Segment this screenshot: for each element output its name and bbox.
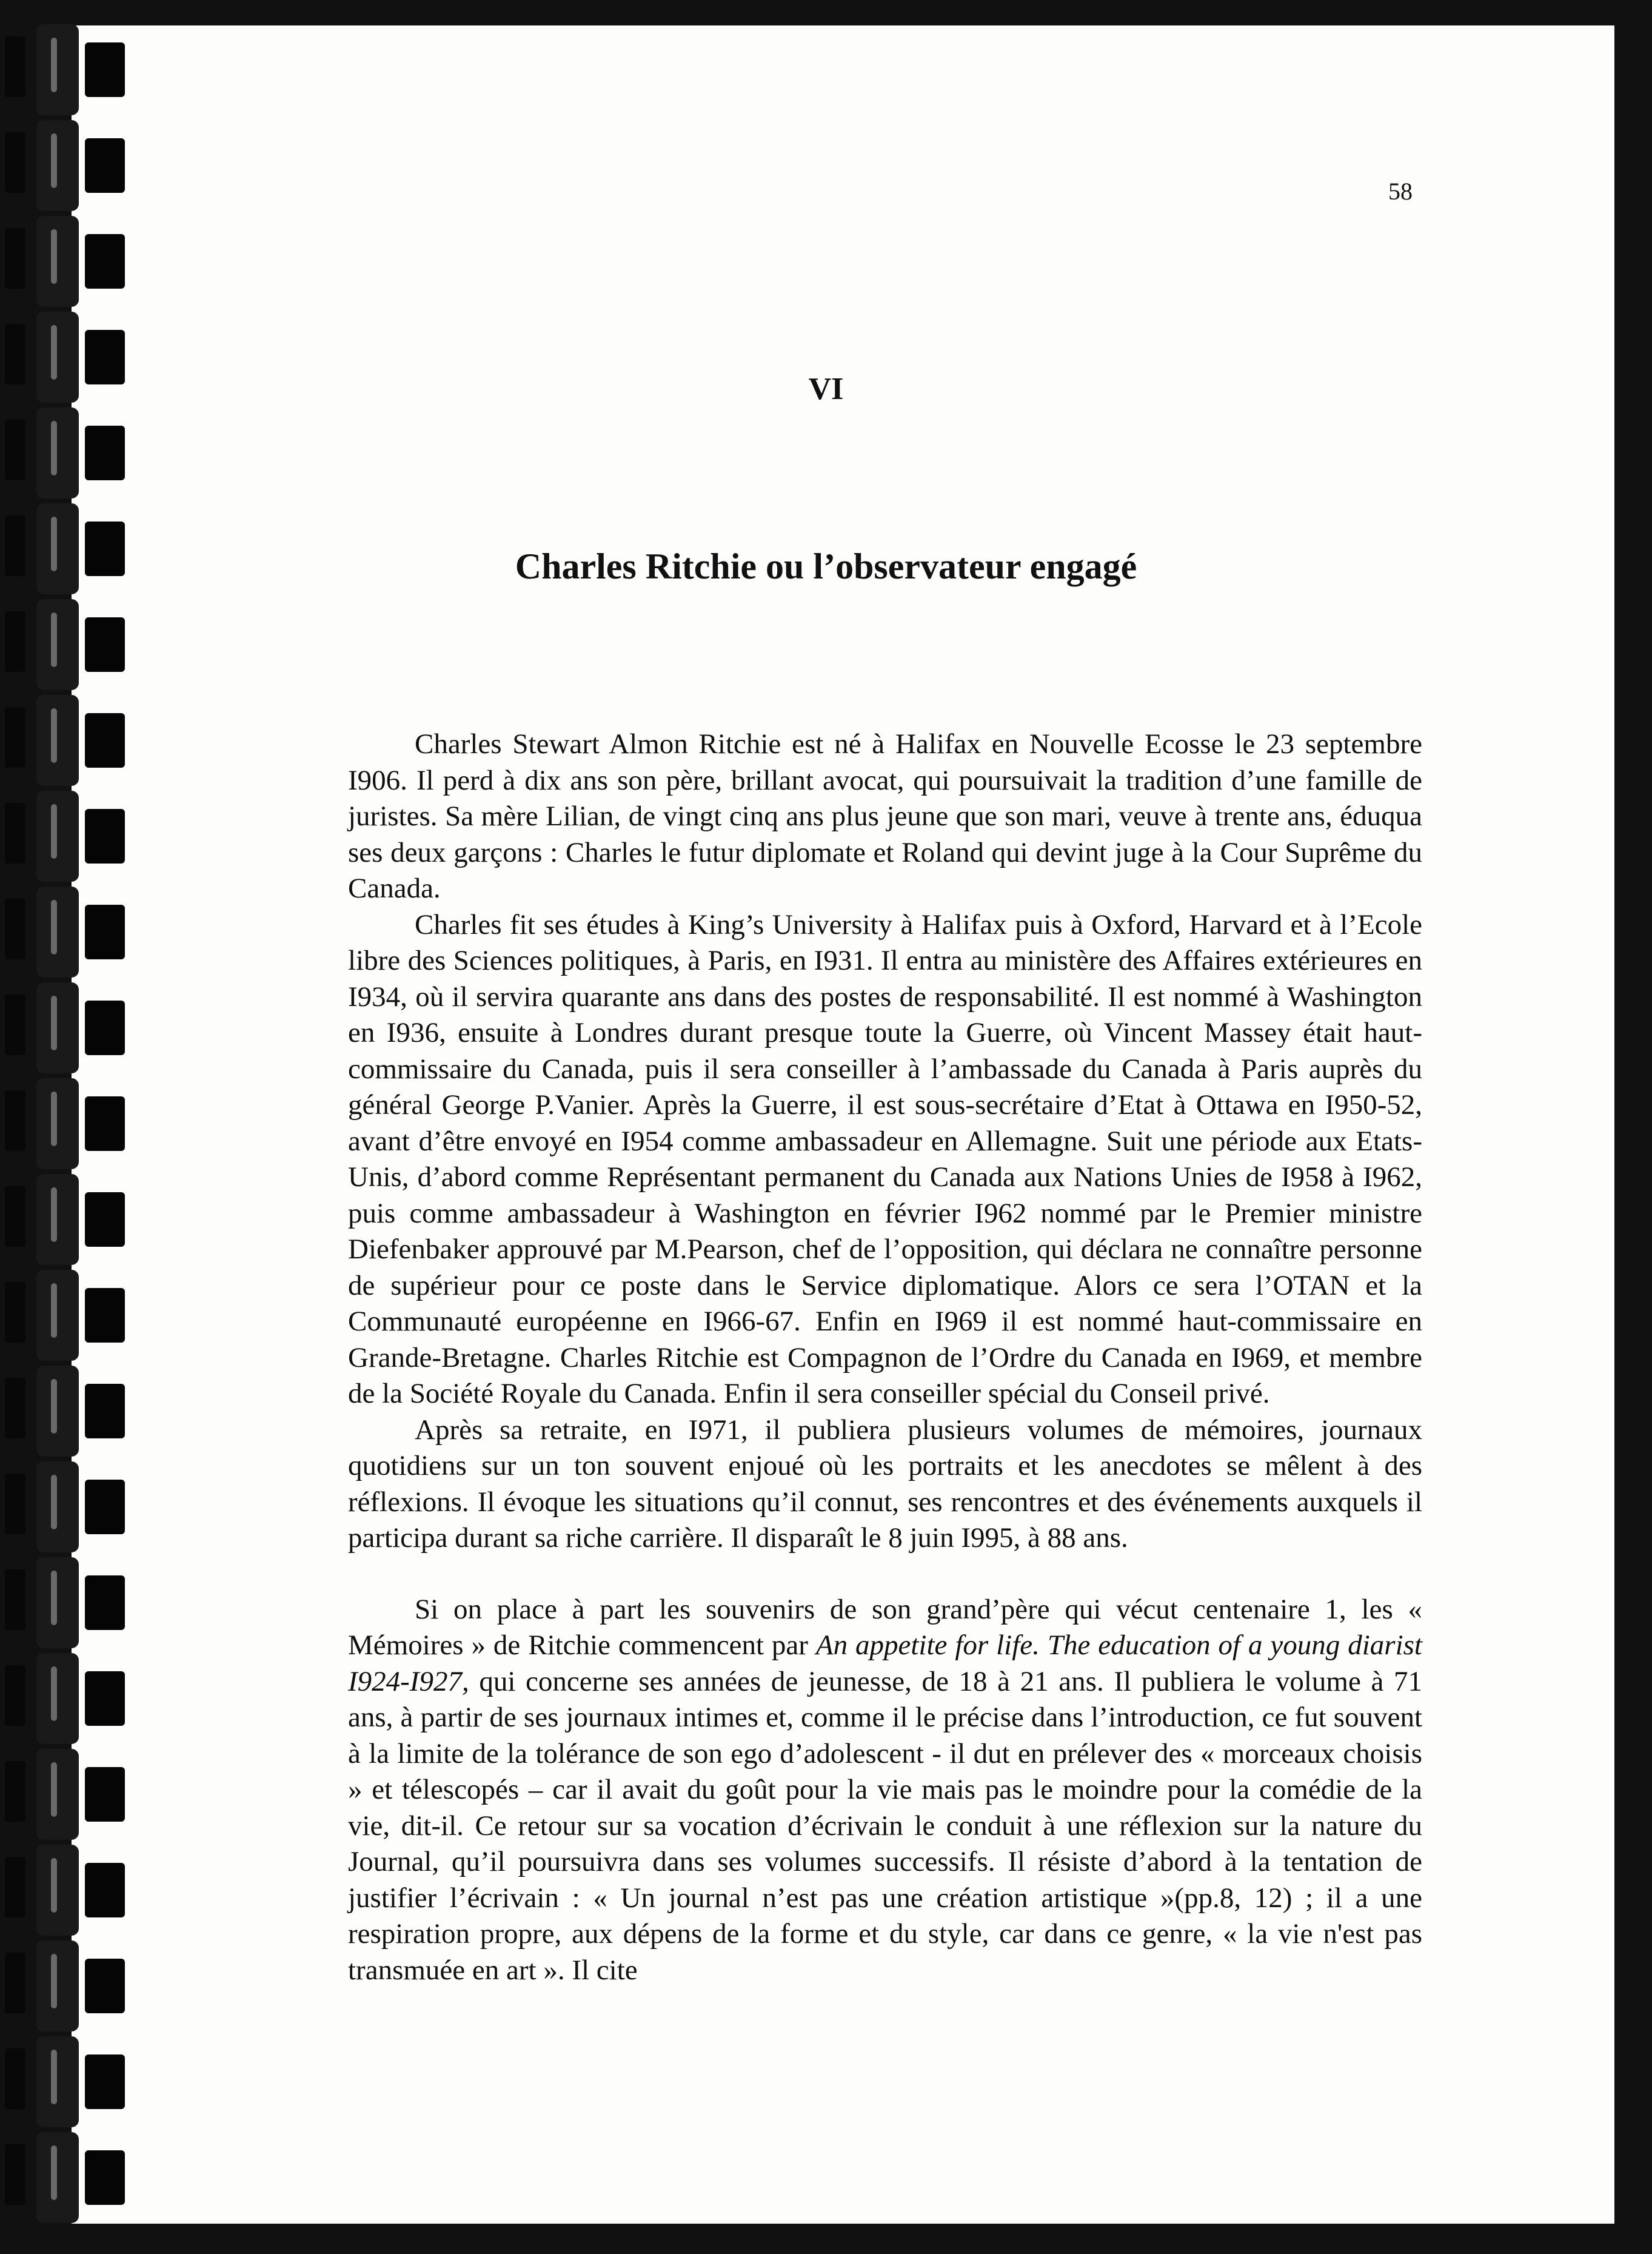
- binding-coil: [0, 408, 130, 486]
- paragraph-4-part-1: Si on place à part les souvenirs de son grand’père qui vécut centenaire 1, les « Mémoires » de Ritchie commencent par: [348, 1593, 1422, 1661]
- binding-coil: [0, 1461, 130, 1540]
- binding-coil: [0, 982, 130, 1061]
- binding-coil: [0, 695, 130, 774]
- chapter-number: VI: [808, 372, 844, 406]
- binding-coil: [0, 1174, 130, 1253]
- chapter-title: Charles Ritchie ou l’observateur engagé: [515, 546, 1137, 586]
- binding-coil: [0, 1749, 130, 1828]
- binding-coil: [0, 216, 130, 295]
- binding-coil: [0, 1653, 130, 1732]
- binding-coil: [0, 1270, 130, 1349]
- binding-coil: [0, 1078, 130, 1157]
- binding-coil: [0, 24, 130, 103]
- binding-coil: [0, 2036, 130, 2115]
- paragraph-3: Après sa retraite, en I971, il publiera plusieurs volumes de mémoires, journaux quotidiens sur un ton souvent enjoué où les portraits et les anecdotes se mêlent à des réflexions. Il évoque les situations qu’il connut, ses rencontres et des événements auxquels il participa durant sa riche carrière. Il disparaît le 8 juin I995, à 88 ans.: [348, 1414, 1422, 1554]
- binding-coil: [0, 599, 130, 678]
- binding-coil: [0, 1557, 130, 1636]
- binding-coil: [0, 1845, 130, 1924]
- binding-coil: [0, 120, 130, 199]
- spiral-binding: [0, 0, 139, 2254]
- binding-coil: [0, 1940, 130, 2019]
- binding-coil: [0, 887, 130, 965]
- paragraph-4-part-2: qui concerne ses années de jeunesse, de 18 à 21 ans. Il publiera le volume à 71 ans, à partir de ses journaux intimes et, comme il le précise dans l’introduction, ce fut souvent à la limite de la tolérance de son ego d’adolescent - il dut en prélever des « morceaux choisis » et télescopés – car il avait du goût pour la vie mais pas le moindre pour la comédie de la vie, dit-il. Ce retour sur sa vocation d’écrivain le conduit à une réflexion sur la nature du Journal, qu’il poursuivra dans ses volumes successifs. Il résiste d’abord à la tentation de justifier l’écrivain : « Un journal n’est pas une création artistique »(pp.8, 12) ; il a une respiration propre, aux dépens de la forme et du style, car dans ce genre, « la vie n'est pas transmuée en art ». Il cite: [348, 1665, 1422, 1986]
- binding-coil: [0, 791, 130, 870]
- page-number: 58: [1388, 178, 1413, 205]
- paragraph-1: Charles Stewart Almon Ritchie est né à Halifax en Nouvelle Ecosse le 23 septembre I906. Il perd à dix ans son père, brillant avocat, qui poursuivait la tradition d’une famille de juristes. Sa mère Lilian, de vingt cinq ans plus jeune que son mari, veuve à trente ans, éduqua ses deux garçons : Charles le futur diplomate et Roland qui devint juge à la Cour Suprême du Canada.: [348, 728, 1422, 904]
- binding-coil: [0, 2132, 130, 2211]
- paragraph-2: Charles fit ses études à King’s University à Halifax puis à Oxford, Harvard et à l’Ecole libre des Sciences politiques, à Paris, en I931. Il entra au ministère des Affaires extérieures en I934, où il servira quarante ans dans des postes de responsabilité. Il est nommé à Washington en I936, ensuite à Londres durant presque toute la Guerre, où Vincent Massey était haut-commissaire du Canada, puis il sera conseiller à l’ambassade du Canada à Paris auprès du général George P.Vanier. Après la Guerre, il est sous-secrétaire d’Etat à Ottawa en I950-52, avant d’être envoyé en I954 comme ambassadeur en Allemagne. Suit une période aux Etats-Unis, d’abord comme Représentant permanent du Canada aux Nations Unies de I958 à I962, puis comme ambassadeur à Washington en février I962 nommé par le Premier ministre Diefenbaker approuvé par M.Pearson, chef de l’opposition, qui déclara ne connaître personne de supérieur pour ce poste dans le Service diplomatique. Alors ce sera l’OTAN et la Communauté européenne en I966-67. Enfin en I969 il est nommé haut-commissaire en Grande-Bretagne. Charles Ritchie est Compagnon de l’Ordre du Canada en I969, et membre de la Société Royale du Canada. Enfin il sera conseiller spécial du Conseil privé.: [348, 908, 1422, 1409]
- paragraph-4: [348, 1592, 1422, 1989]
- body-text: [348, 726, 1422, 1988]
- book-title: An appetite for life. The education of a young diarist I924-I927,: [348, 1629, 1422, 1697]
- binding-coil: [0, 1366, 130, 1444]
